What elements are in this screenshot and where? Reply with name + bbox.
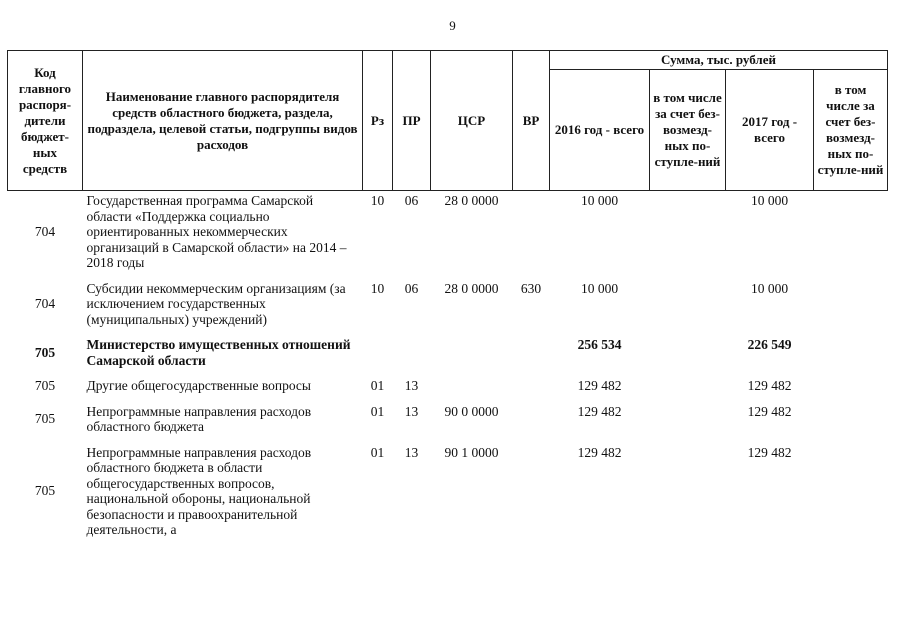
row-vr: 630 [520, 280, 542, 296]
row-code: 705 [34, 344, 56, 360]
row-name: Другие общегосударственные вопросы [86, 378, 311, 393]
row-2016-total: 129 482 [577, 403, 622, 419]
table-row [8, 279, 888, 336]
row-rz: 10 [370, 193, 385, 208]
header-csr: ЦСР [431, 51, 513, 191]
row-pr: 13 [404, 378, 419, 393]
row-csr: 90 0 0000 [444, 403, 499, 419]
row-2017-total: 129 482 [747, 403, 792, 419]
table-row [8, 335, 888, 376]
header-pr: ПР [393, 51, 431, 191]
row-csr [431, 335, 513, 376]
table-body [8, 191, 888, 546]
row-pr: 13 [404, 444, 419, 460]
row-2016-total: 129 482 [577, 444, 622, 460]
row-vr [513, 402, 550, 443]
row-2016-free [650, 279, 726, 336]
row-2016-free [650, 335, 726, 376]
header-sum: Сумма, тыс. рублей [550, 51, 888, 70]
header-vr: ВР [513, 51, 550, 191]
table-row [8, 376, 888, 402]
row-code: 705 [34, 378, 56, 393]
row-code: 705 [34, 483, 56, 499]
row-csr: 28 0 0000 [444, 193, 499, 208]
row-rz [363, 335, 393, 376]
header-name: Наименование главного распорядителя средств областного бюджета, раздела, подраздела, целевой статьи, подгруппы видов расходов [83, 51, 363, 191]
row-2016-total: 129 482 [577, 378, 622, 393]
row-2017-free [814, 402, 888, 443]
row-name: Непрограммные направления расходов областного бюджета в области общегосударственных вопросов, национальной обороны, национальной безопасности и правоохранительной деятельности, а [86, 444, 312, 537]
row-2016-free [650, 376, 726, 402]
row-name: Непрограммные направления расходов областного бюджета [86, 403, 312, 434]
row-vr [513, 335, 550, 376]
table-row [8, 402, 888, 443]
row-2017-total: 10 000 [750, 193, 789, 208]
row-csr [431, 376, 513, 402]
row-2017-total: 129 482 [747, 378, 792, 393]
row-rz: 01 [370, 403, 385, 419]
row-code: 704 [34, 224, 56, 239]
table-header [8, 51, 888, 191]
row-code: 704 [34, 296, 56, 311]
row-vr [513, 191, 550, 279]
header-code: Код главного распоря-дители бюджет-ных средств [8, 51, 83, 191]
row-pr [393, 335, 431, 376]
table-row [8, 443, 888, 546]
row-pr: 06 [404, 280, 419, 296]
row-csr: 28 0 0000 [444, 280, 499, 296]
row-rz: 10 [370, 280, 385, 296]
page-number: 9 [449, 18, 456, 33]
row-2017-total: 129 482 [747, 444, 792, 460]
row-2017-free [814, 335, 888, 376]
row-2016-total: 256 534 [577, 337, 622, 352]
row-vr [513, 376, 550, 402]
header-2016-total: 2016 год - всего [550, 70, 650, 191]
row-2017-total: 10 000 [750, 280, 789, 296]
row-2017-free [814, 191, 888, 279]
row-name: Министерство имущественных отношений Самарской области [86, 337, 351, 368]
row-csr: 90 1 0000 [444, 444, 499, 460]
row-name: Государственная программа Самарской области «Поддержка социально ориентированных некоммерческих организаций в Самарской области» на 2014 – 2018 годы [86, 193, 347, 270]
header-rz: Рз [363, 51, 393, 191]
row-2017-free [814, 443, 888, 546]
row-pr: 13 [404, 403, 419, 419]
row-2017-free [814, 376, 888, 402]
table-row [8, 191, 888, 279]
header-2017-total: 2017 год - всего [726, 70, 814, 191]
row-code: 705 [34, 411, 56, 427]
row-pr: 06 [404, 193, 419, 208]
budget-table [7, 50, 888, 546]
row-2016-free [650, 191, 726, 279]
row-2016-free [650, 443, 726, 546]
row-name: Субсидии некоммерческим организациям (за исключением государственных (муниципальных) учреждений) [86, 280, 346, 327]
row-vr [513, 443, 550, 546]
header-2016-free: в том числе за счет без-возмезд-ных по-ступле-ний [650, 70, 726, 191]
row-2016-total: 10 000 [580, 193, 619, 208]
row-rz: 01 [370, 378, 385, 393]
row-2017-free [814, 279, 888, 336]
header-2017-free: в том числе за счет без-возмезд-ных по-ступле-ний [814, 70, 888, 191]
row-2016-total: 10 000 [580, 280, 619, 296]
row-2016-free [650, 402, 726, 443]
row-rz: 01 [370, 444, 385, 460]
row-2017-total: 226 549 [747, 337, 792, 352]
